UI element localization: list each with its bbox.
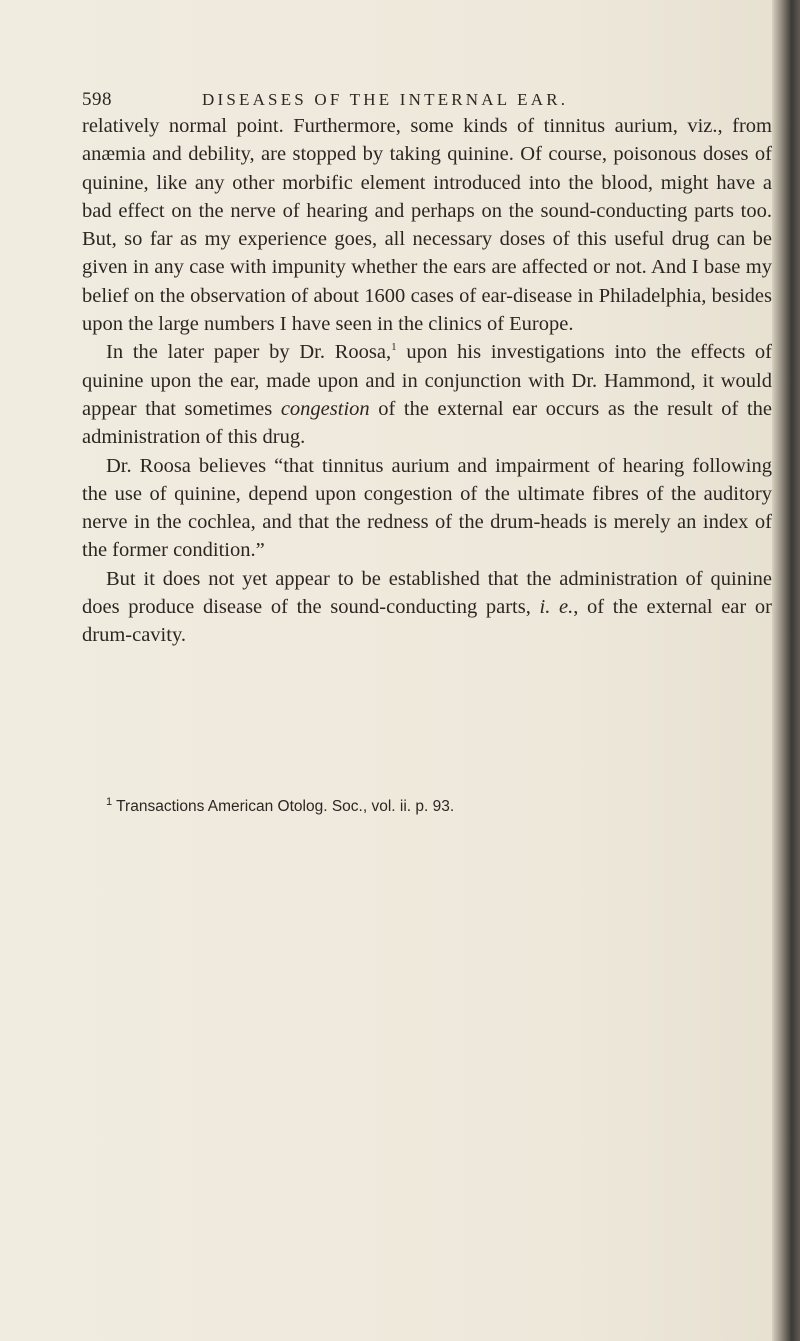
paragraph-2-text-a: In the later paper by Dr. Roosa, bbox=[106, 341, 392, 364]
paragraph-2-italic: congestion bbox=[280, 397, 370, 420]
paragraph-3-text: Dr. Roosa believes “that tinnitus aurium and impairment of hearing following the use of quinine, depend upon congestion of the ultimate fibres of the auditory nerve in the cochlea, and that the redness of the drum-heads is merely an index of the former condition.” bbox=[82, 454, 772, 562]
page-number: 598 bbox=[82, 89, 112, 110]
paragraph-4-italic: i. e. bbox=[539, 596, 574, 619]
paragraph-2-text-c: of the external ear occurs as the result of the administration of this drug. bbox=[82, 397, 772, 449]
footnote bbox=[82, 796, 772, 818]
paragraph-4-text-a: But it does not yet appear to be established that the administration of quinine does produce disease of the sound-conducting parts, bbox=[82, 567, 772, 619]
paragraph-4 bbox=[82, 565, 772, 650]
paragraph-3 bbox=[82, 452, 772, 565]
footnote-reference: 1 bbox=[391, 341, 397, 354]
paragraph-1-text: relatively normal point. Furthermore, some kinds of tinnitus aurium, viz., from anæmia and debility, are stopped by taking quinine. Of course, poisonous doses of quinine, like any other morbific element introduced into the blood, might have a bad effect on the nerve of hearing and perhaps on the sound-conducting parts too. But, so far as my experience goes, all necessary doses of this useful drug can be given in any case with impunity whether the ears are affected or not. And I base my belief on the observation of about 1600 cases of ear-disease in Philadelphia, besides upon the large numbers I have seen in the clinics of Europe. bbox=[82, 115, 772, 336]
page-edge-shadow bbox=[772, 0, 800, 1341]
body-text bbox=[82, 112, 772, 650]
paragraph-4-text-b: , of the external ear or drum-cavity. bbox=[82, 596, 772, 647]
paragraph-1 bbox=[82, 112, 772, 338]
paragraph-2 bbox=[82, 338, 772, 451]
paragraph-2-text-b: upon his investigations into the effects of quinine upon the ear, made upon and in conjunction with Dr. Hammond, it would appear that sometimes bbox=[82, 341, 773, 420]
footnote-text: Transactions American Otolog. Soc., vol. ii. p. 93. bbox=[116, 798, 455, 815]
running-head: DISEASES OF THE INTERNAL EAR. bbox=[202, 90, 569, 109]
footnote-marker: 1 bbox=[106, 795, 113, 808]
